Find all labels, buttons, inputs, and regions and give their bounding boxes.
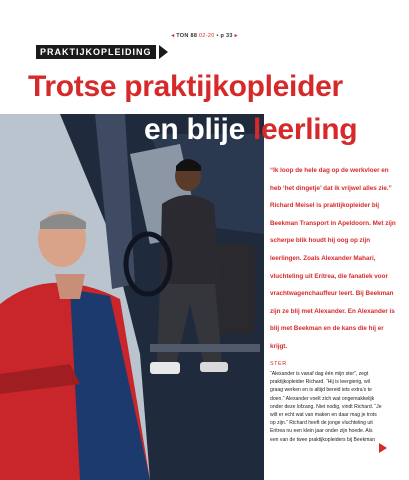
magazine-name: TON 88 bbox=[176, 33, 198, 39]
article-body: “Alexander is vanaf dag één mijn ster”, zegt praktijkopleider Richard. “Hij is leergierig, wil graag werken en is altijd bereid iets extra’s te doen.” Alexander voelt zich wat ongemakkelijk onder deze lofzang. Niet nodig, vindt Richard. “Je wilt er echt wat van maken en daar mag je trots op zijn.” Richard heeft de jonge vluchteling uit Eritrea nu een klein jaar onder zijn hoede. Als een van de twee praktijkopleiders bij Beekman bbox=[270, 371, 382, 443]
article-intro: “Ik loop de hele dag op de werkvloer en heb ‘het dingetje’ dat ik vrijwel alles zie.” Richard Meisel is praktijkopleider bij Beekman Transport in Apeldoorn. Met zijn scherpe blik houdt hij oog op zijn leerlingen. Zoals Alexander Mahari, vluchteling uit Eritrea, die fanatiek voor vrachtwagenchauffeur leert. Bij Beekman zijn ze blij met Alexander. En Alexander is blij met Beekman en de kans die hij er krijgt. bbox=[270, 167, 396, 350]
triangle-right-icon: ▸ bbox=[234, 33, 238, 39]
continue-arrow-icon bbox=[379, 443, 387, 453]
issue-number: 02-20 bbox=[199, 33, 215, 39]
subheading: STER bbox=[270, 361, 287, 367]
tag-arrow-icon bbox=[159, 45, 168, 59]
page-number: p 33 bbox=[220, 33, 233, 39]
headline-line2-part1: en blije bbox=[144, 113, 245, 146]
headline-line2 bbox=[144, 113, 357, 147]
headline-line1: Trotse praktijkopleider bbox=[28, 70, 343, 103]
headline-line2-part2: leerling bbox=[253, 113, 358, 146]
article-photo bbox=[0, 114, 264, 480]
page-header bbox=[0, 33, 409, 39]
section-tag: PRAKTIJKOPLEIDING bbox=[36, 45, 156, 59]
triangle-left-icon: ◂ bbox=[171, 33, 175, 39]
header-separator: • bbox=[216, 33, 219, 39]
